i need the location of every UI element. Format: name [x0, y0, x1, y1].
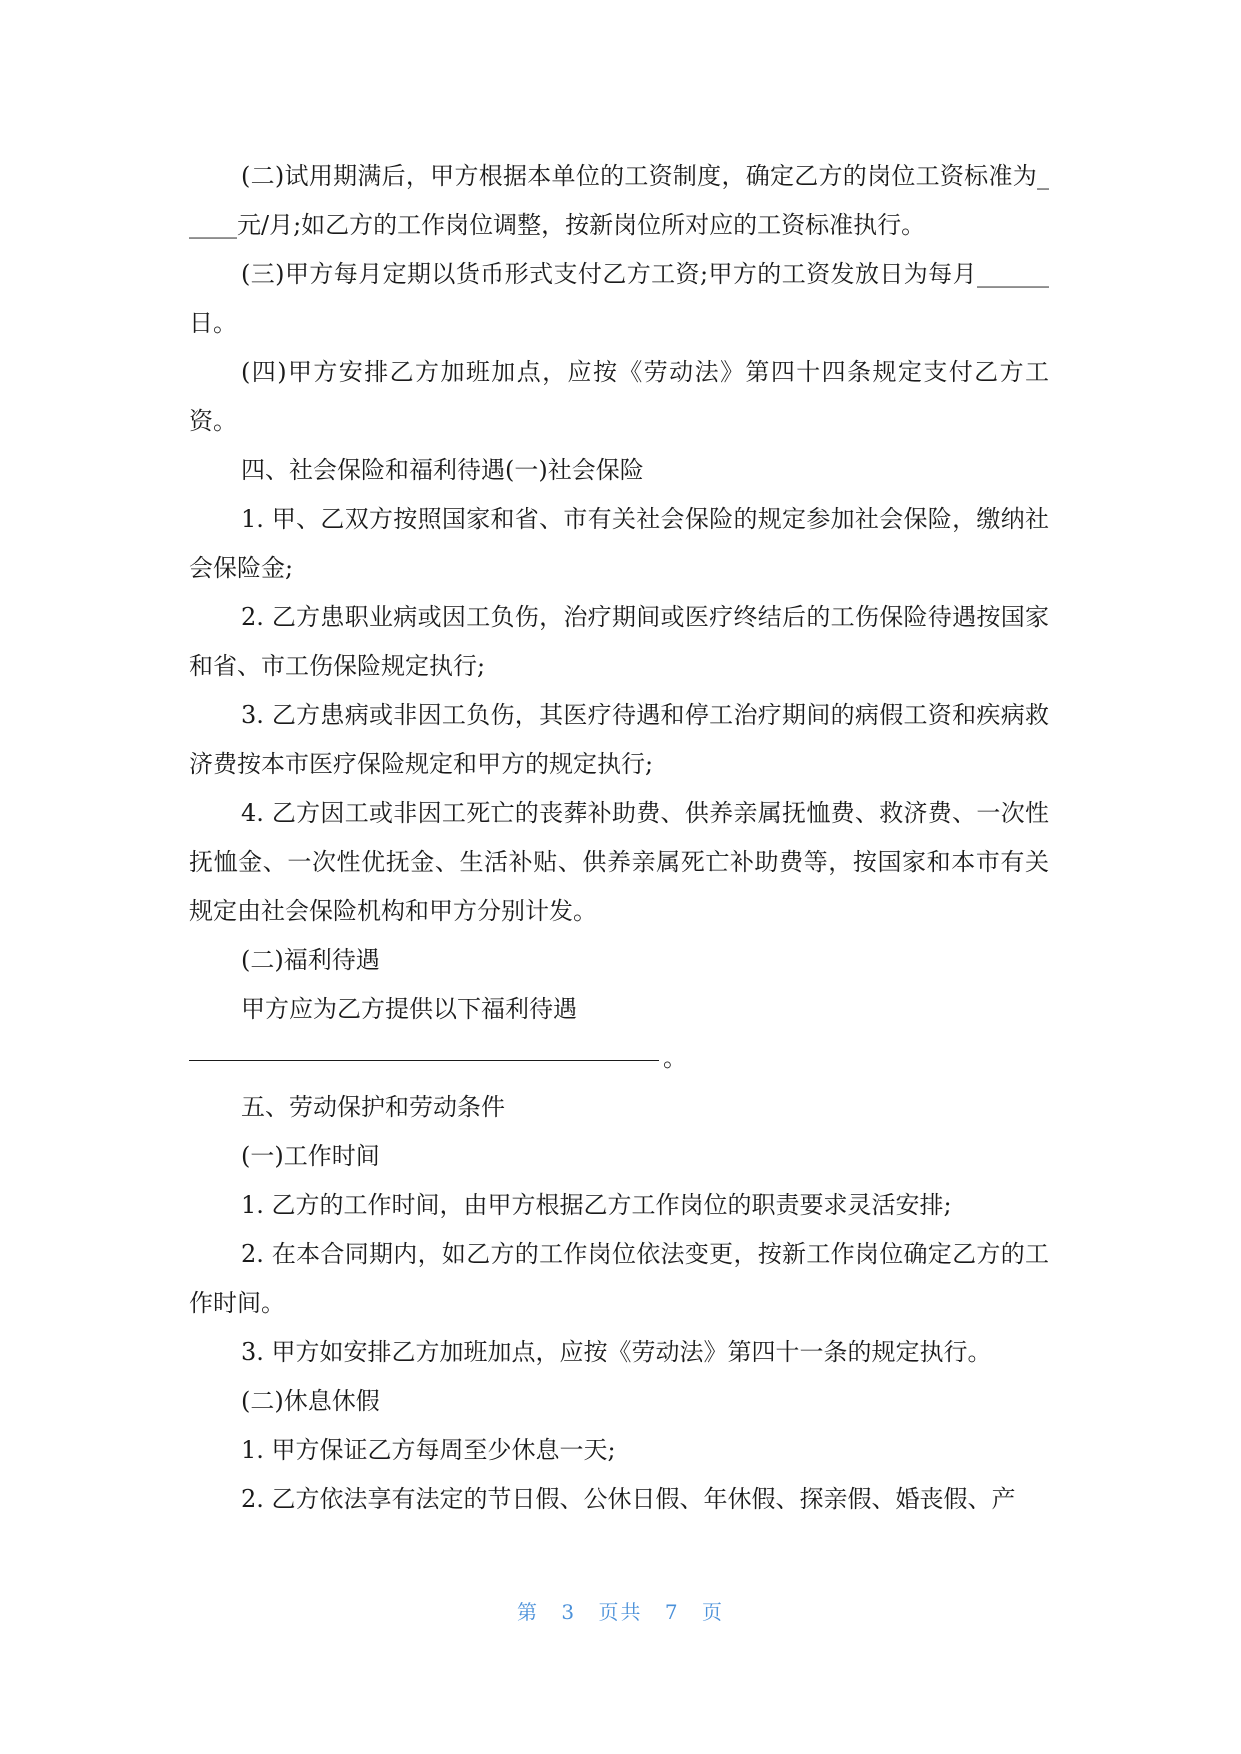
paragraph-insurance-4: 4. 乙方因工或非因工死亡的丧葬补助费、供养亲属抚恤费、救济费、一次性抚恤金、一次性优抚金、生活补贴、供养亲属死亡补助费等，按国家和本市有关规定由社会保险机构和甲方分别计发。: [189, 799, 1049, 925]
paragraph-insurance-2: 2. 乙方患职业病或因工负伤，治疗期间或医疗终结后的工伤保险待遇按国家和省、市工伤保险规定执行;: [189, 603, 1049, 680]
welfare-blank-line: [189, 1034, 1049, 1083]
paragraph-rest-1: 1. 甲方保证乙方每周至少休息一天;: [241, 1436, 616, 1464]
footer-suffix: 页: [701, 1600, 724, 1624]
paragraph-pay-date: (三)甲方每月定期以货币形式支付乙方工资;甲方的工资发放日为每月______日。: [189, 260, 1049, 337]
footer-current-page: 3: [561, 1600, 577, 1624]
footer-prefix: 第: [517, 1600, 540, 1624]
paragraph-overtime-pay: (四)甲方安排乙方加班加点，应按《劳动法》第四十四条规定支付乙方工资。: [189, 358, 1049, 435]
paragraph-insurance-3: 3. 乙方患病或非因工负伤，其医疗待遇和停工治疗期间的病假工资和疾病救济费按本市医疗保险规定和甲方的规定执行;: [189, 701, 1049, 778]
subheading-working-hours: (一)工作时间: [241, 1142, 380, 1170]
fill-in-underline: [189, 1060, 659, 1061]
paragraph-hours-2: 2. 在本合同期内，如乙方的工作岗位依法变更，按新工作岗位确定乙方的工作时间。: [189, 1240, 1049, 1317]
section-heading-social-insurance: 四、社会保险和福利待遇(一)社会保险: [241, 456, 644, 484]
footer-total-pages: 7: [664, 1600, 680, 1624]
footer-middle: 页共: [598, 1600, 643, 1624]
paragraph-wage-standard: (二)试用期满后，甲方根据本单位的工资制度，确定乙方的岗位工资标准为_____元/月;如乙方的工作岗位调整，按新岗位所对应的工资标准执行。: [189, 162, 1049, 239]
section-heading-labor-protection: 五、劳动保护和劳动条件: [241, 1093, 505, 1121]
paragraph-hours-3: 3. 甲方如安排乙方加班加点，应按《劳动法》第四十一条的规定执行。: [241, 1338, 992, 1366]
document-body: [189, 152, 1049, 1524]
subheading-rest-leave: (二)休息休假: [241, 1387, 380, 1415]
paragraph-hours-1: 1. 乙方的工作时间，由甲方根据乙方工作岗位的职责要求灵活安排;: [241, 1191, 952, 1219]
paragraph-welfare-intro: 甲方应为乙方提供以下福利待遇: [241, 995, 577, 1023]
page-number-footer: [0, 1596, 1241, 1625]
paragraph-insurance-1: 1. 甲、乙双方按照国家和省、市有关社会保险的规定参加社会保险，缴纳社会保险金;: [189, 505, 1049, 582]
paragraph-rest-2: 2. 乙方依法享有法定的节日假、公休日假、年休假、探亲假、婚丧假、产: [241, 1485, 1016, 1513]
blank-line-period: 。: [663, 1044, 687, 1072]
subheading-welfare: (二)福利待遇: [241, 946, 380, 974]
